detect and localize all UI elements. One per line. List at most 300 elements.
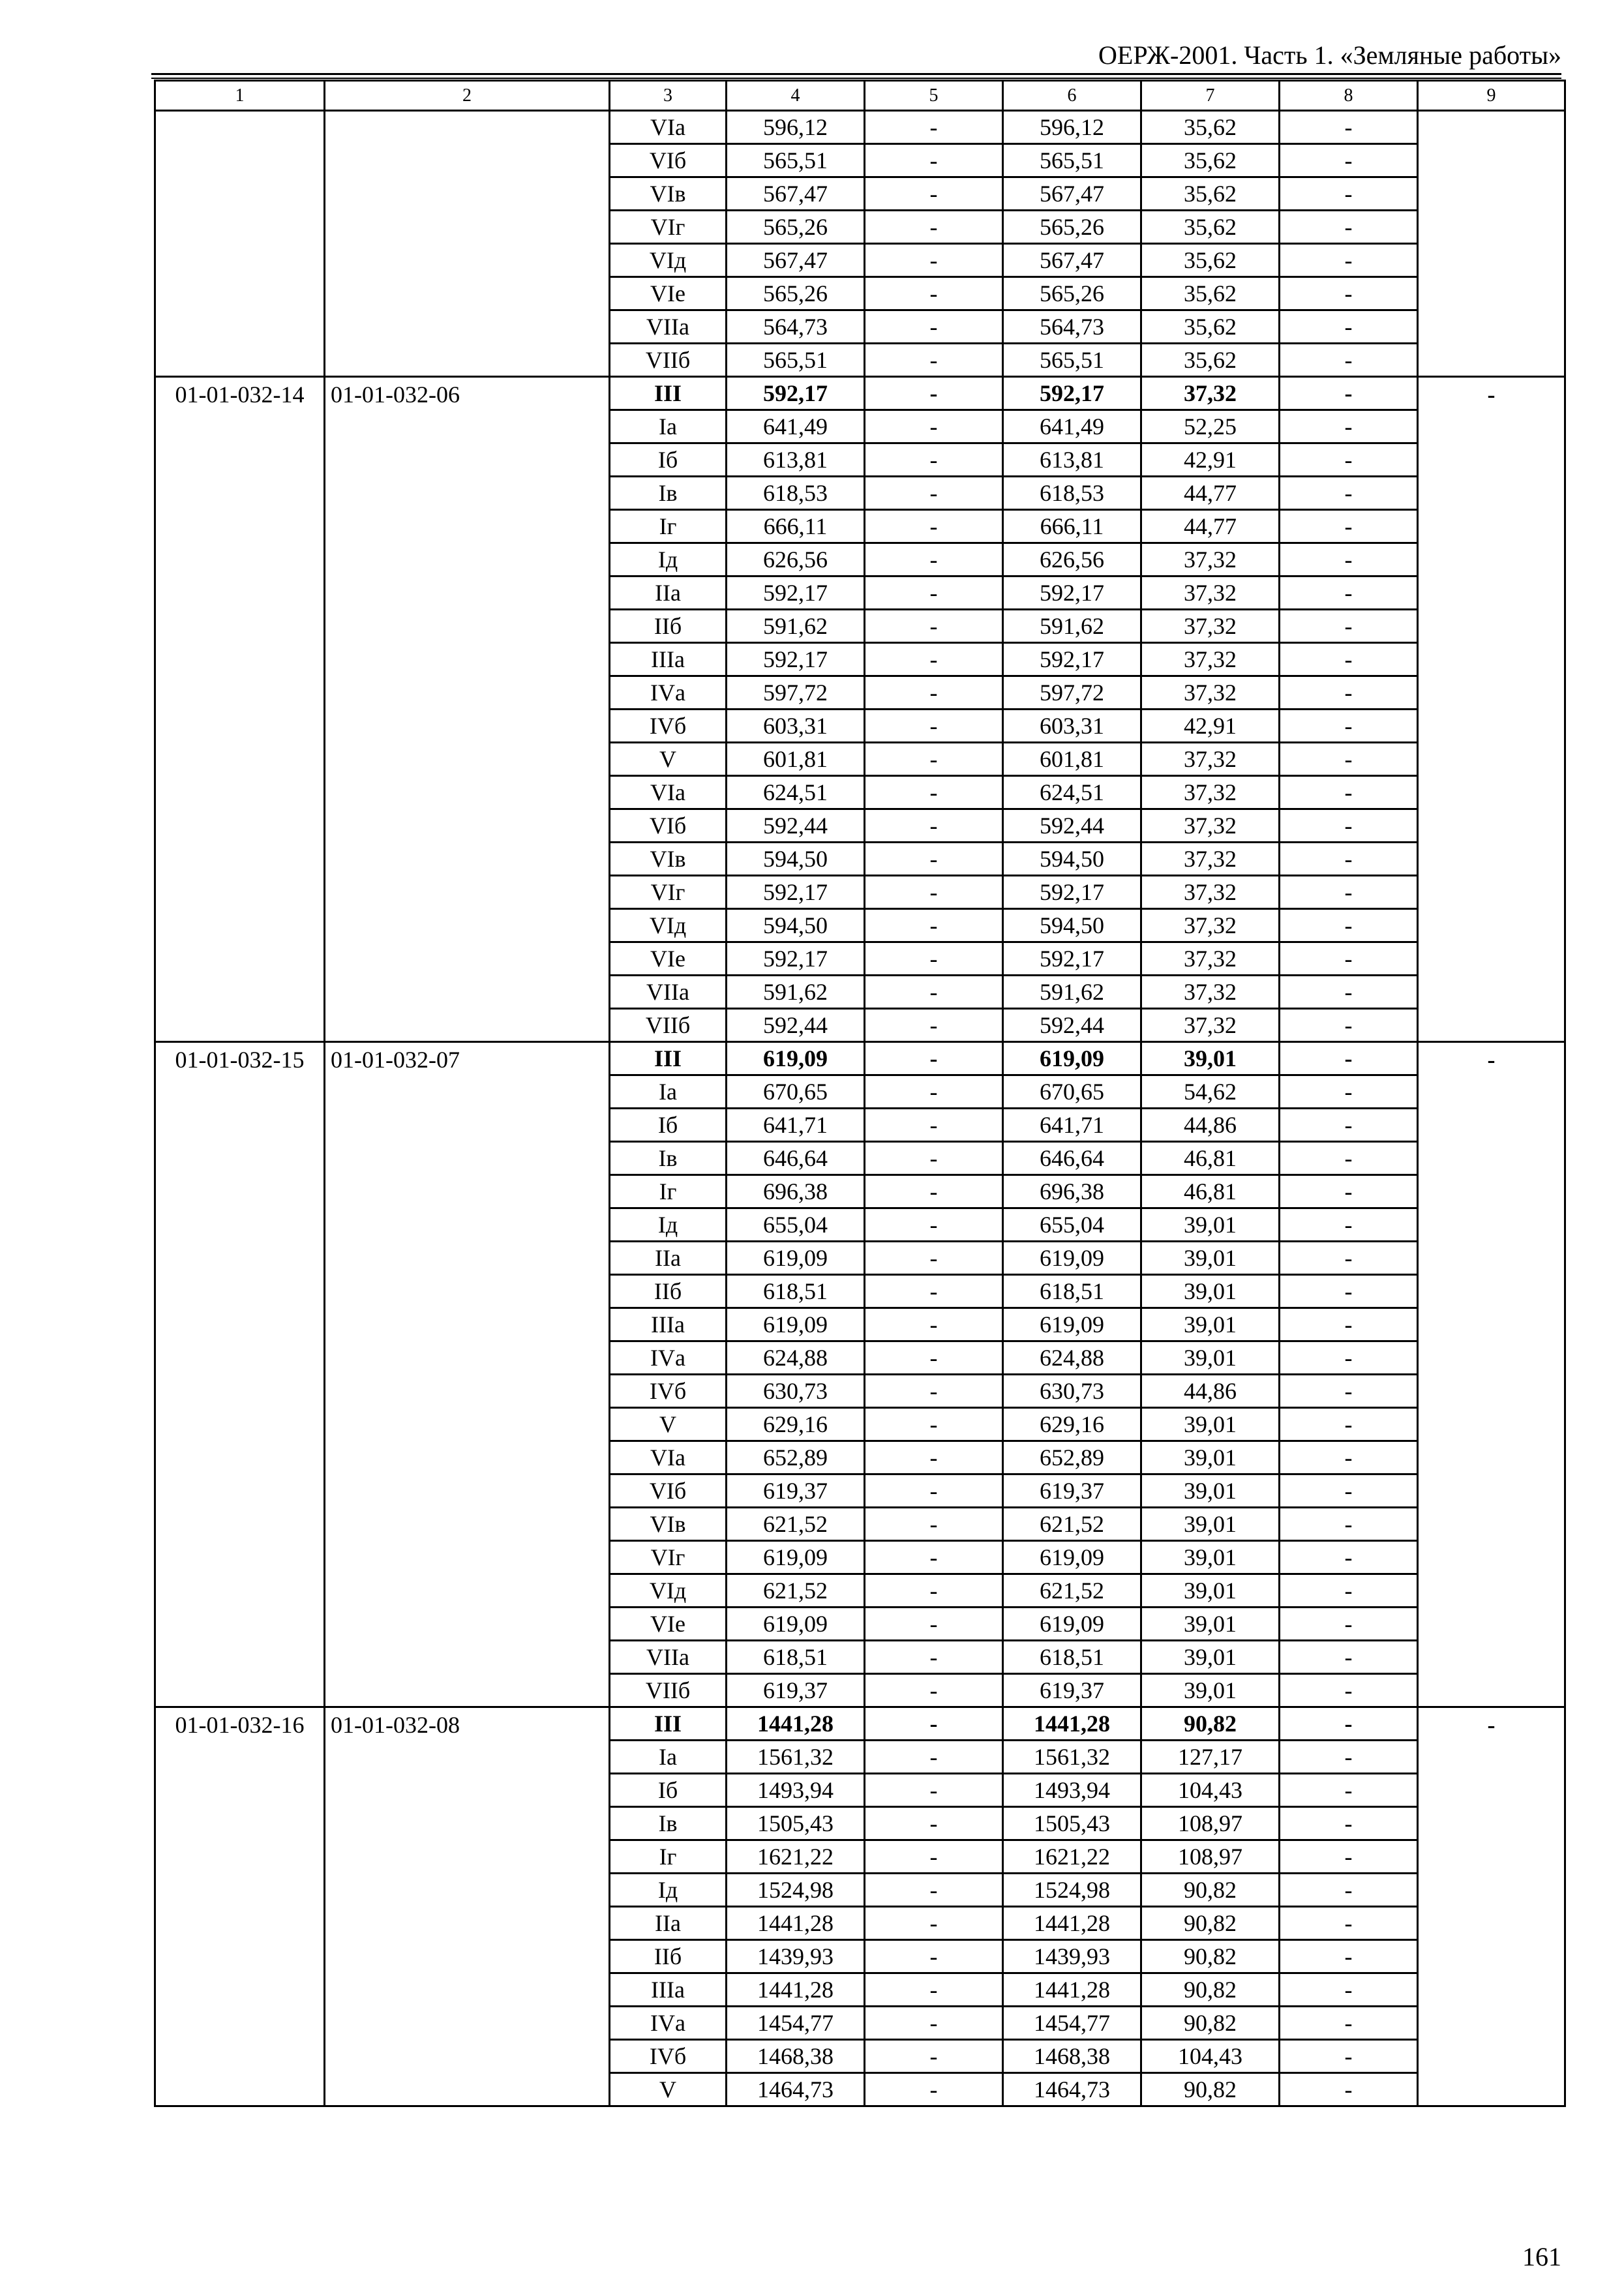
column-number: 2 bbox=[325, 81, 610, 111]
value-col4: 592,44 bbox=[727, 1009, 865, 1042]
value-col6: 592,17 bbox=[1003, 643, 1141, 676]
value-col5: - bbox=[865, 1375, 1003, 1408]
value-col5: - bbox=[865, 1109, 1003, 1142]
value-col7: 37,32 bbox=[1141, 942, 1280, 976]
zone-cell: VIб bbox=[610, 809, 727, 843]
rate-code-cell: 01-01-032-15 bbox=[155, 1042, 325, 1707]
value-col5: - bbox=[865, 144, 1003, 177]
value-col5: - bbox=[865, 1474, 1003, 1508]
column-number: 8 bbox=[1280, 81, 1418, 111]
value-col8: - bbox=[1280, 776, 1418, 809]
value-col5: - bbox=[865, 1075, 1003, 1109]
value-col6: 1524,98 bbox=[1003, 1874, 1141, 1907]
value-col5: - bbox=[865, 1275, 1003, 1308]
value-col6: 564,73 bbox=[1003, 310, 1141, 344]
column9-cell: - bbox=[1418, 377, 1565, 1042]
zone-cell: Iб bbox=[610, 443, 727, 477]
value-col8: - bbox=[1280, 1109, 1418, 1142]
zone-cell: Iа bbox=[610, 1741, 727, 1774]
value-col5: - bbox=[865, 1242, 1003, 1275]
value-col4: 1441,28 bbox=[727, 1707, 865, 1741]
value-col4: 626,56 bbox=[727, 543, 865, 576]
value-col4: 655,04 bbox=[727, 1208, 865, 1242]
value-col8: - bbox=[1280, 1308, 1418, 1341]
value-col7: 37,32 bbox=[1141, 543, 1280, 576]
rate-code-cell: 01-01-032-14 bbox=[155, 377, 325, 1042]
value-col4: 1464,73 bbox=[727, 2073, 865, 2106]
value-col8: - bbox=[1280, 2007, 1418, 2040]
value-col8: - bbox=[1280, 344, 1418, 377]
value-col5: - bbox=[865, 809, 1003, 843]
zone-cell: VIд bbox=[610, 909, 727, 942]
zone-cell: VIIб bbox=[610, 1009, 727, 1042]
value-col7: 42,91 bbox=[1141, 443, 1280, 477]
value-col7: 46,81 bbox=[1141, 1142, 1280, 1175]
zone-cell: Iг bbox=[610, 510, 727, 543]
value-col4: 1505,43 bbox=[727, 1807, 865, 1840]
value-col7: 39,01 bbox=[1141, 1474, 1280, 1508]
zone-cell: VIе bbox=[610, 942, 727, 976]
value-col5: - bbox=[865, 1940, 1003, 1973]
value-col8: - bbox=[1280, 1341, 1418, 1375]
value-col5: - bbox=[865, 1807, 1003, 1840]
value-col4: 1439,93 bbox=[727, 1940, 865, 1973]
value-col4: 646,64 bbox=[727, 1142, 865, 1175]
value-col5: - bbox=[865, 1874, 1003, 1907]
value-col7: 46,81 bbox=[1141, 1175, 1280, 1208]
zone-cell: VIIб bbox=[610, 344, 727, 377]
value-col4: 629,16 bbox=[727, 1408, 865, 1441]
table-row bbox=[155, 111, 1565, 144]
value-col4: 591,62 bbox=[727, 976, 865, 1009]
value-col7: 39,01 bbox=[1141, 1275, 1280, 1308]
value-col6: 596,12 bbox=[1003, 111, 1141, 144]
value-col6: 1441,28 bbox=[1003, 1973, 1141, 2007]
value-col4: 564,73 bbox=[727, 310, 865, 344]
value-col7: 90,82 bbox=[1141, 1707, 1280, 1741]
value-col7: 108,97 bbox=[1141, 1840, 1280, 1874]
value-col8: - bbox=[1280, 510, 1418, 543]
value-col7: 90,82 bbox=[1141, 1874, 1280, 1907]
value-col8: - bbox=[1280, 310, 1418, 344]
value-col8: - bbox=[1280, 1774, 1418, 1807]
value-col7: 39,01 bbox=[1141, 1042, 1280, 1075]
zone-cell: VIд bbox=[610, 1574, 727, 1608]
zone-cell: VIIа bbox=[610, 1641, 727, 1674]
value-col6: 619,09 bbox=[1003, 1608, 1141, 1641]
value-col4: 591,62 bbox=[727, 610, 865, 643]
value-col8: - bbox=[1280, 1807, 1418, 1840]
value-col7: 90,82 bbox=[1141, 2073, 1280, 2106]
zone-cell: IVа bbox=[610, 676, 727, 710]
value-col6: 565,26 bbox=[1003, 277, 1141, 310]
value-col4: 1441,28 bbox=[727, 1907, 865, 1940]
value-col5: - bbox=[865, 1907, 1003, 1940]
value-col7: 90,82 bbox=[1141, 1907, 1280, 1940]
column-number: 4 bbox=[727, 81, 865, 111]
zone-cell: VIа bbox=[610, 776, 727, 809]
zone-cell: III bbox=[610, 1707, 727, 1741]
value-col5: - bbox=[865, 2040, 1003, 2073]
zone-cell: VIг bbox=[610, 876, 727, 909]
value-col4: 619,37 bbox=[727, 1474, 865, 1508]
column-number: 6 bbox=[1003, 81, 1141, 111]
value-col6: 613,81 bbox=[1003, 443, 1141, 477]
value-col6: 646,64 bbox=[1003, 1142, 1141, 1175]
value-col8: - bbox=[1280, 277, 1418, 310]
value-col4: 619,37 bbox=[727, 1674, 865, 1707]
value-col7: 35,62 bbox=[1141, 310, 1280, 344]
value-col4: 596,12 bbox=[727, 111, 865, 144]
value-col4: 601,81 bbox=[727, 743, 865, 776]
value-col8: - bbox=[1280, 942, 1418, 976]
value-col4: 1524,98 bbox=[727, 1874, 865, 1907]
reference-code-cell: 01-01-032-07 bbox=[325, 1042, 610, 1707]
zone-cell: VIг bbox=[610, 211, 727, 244]
value-col4: 592,44 bbox=[727, 809, 865, 843]
value-col7: 37,32 bbox=[1141, 876, 1280, 909]
value-col7: 37,32 bbox=[1141, 643, 1280, 676]
value-col5: - bbox=[865, 177, 1003, 211]
value-col4: 592,17 bbox=[727, 377, 865, 410]
value-col8: - bbox=[1280, 1408, 1418, 1441]
value-col8: - bbox=[1280, 1840, 1418, 1874]
value-col4: 619,09 bbox=[727, 1242, 865, 1275]
value-col5: - bbox=[865, 2007, 1003, 2040]
zone-cell: III bbox=[610, 377, 727, 410]
zone-cell: VIд bbox=[610, 244, 727, 277]
zone-cell: IVб bbox=[610, 1375, 727, 1408]
value-col5: - bbox=[865, 1707, 1003, 1741]
value-col7: 35,62 bbox=[1141, 277, 1280, 310]
value-col5: - bbox=[865, 1674, 1003, 1707]
value-col8: - bbox=[1280, 1674, 1418, 1707]
value-col6: 629,16 bbox=[1003, 1408, 1141, 1441]
value-col4: 1441,28 bbox=[727, 1973, 865, 2007]
value-col7: 39,01 bbox=[1141, 1574, 1280, 1608]
value-col7: 37,32 bbox=[1141, 843, 1280, 876]
value-col8: - bbox=[1280, 876, 1418, 909]
value-col8: - bbox=[1280, 2040, 1418, 2073]
zone-cell: VIг bbox=[610, 1541, 727, 1574]
column-number: 5 bbox=[865, 81, 1003, 111]
value-col5: - bbox=[865, 111, 1003, 144]
value-col5: - bbox=[865, 643, 1003, 676]
value-col5: - bbox=[865, 244, 1003, 277]
zone-cell: VIв bbox=[610, 177, 727, 211]
value-col8: - bbox=[1280, 909, 1418, 942]
value-col5: - bbox=[865, 909, 1003, 942]
value-col8: - bbox=[1280, 477, 1418, 510]
value-col5: - bbox=[865, 942, 1003, 976]
zone-cell: Iд bbox=[610, 1874, 727, 1907]
value-col7: 44,86 bbox=[1141, 1375, 1280, 1408]
value-col4: 1621,22 bbox=[727, 1840, 865, 1874]
value-col6: 1464,73 bbox=[1003, 2073, 1141, 2106]
header-rule bbox=[151, 73, 1561, 75]
zone-cell: IVб bbox=[610, 2040, 727, 2073]
value-col7: 39,01 bbox=[1141, 1208, 1280, 1242]
value-col7: 104,43 bbox=[1141, 2040, 1280, 2073]
value-col4: 1468,38 bbox=[727, 2040, 865, 2073]
value-col7: 37,32 bbox=[1141, 576, 1280, 610]
zone-cell: Iв bbox=[610, 1807, 727, 1840]
zone-cell: VIб bbox=[610, 1474, 727, 1508]
value-col5: - bbox=[865, 876, 1003, 909]
column-number: 7 bbox=[1141, 81, 1280, 111]
value-col8: - bbox=[1280, 1940, 1418, 1973]
value-col8: - bbox=[1280, 643, 1418, 676]
table-row bbox=[155, 1707, 1565, 1741]
value-col6: 592,44 bbox=[1003, 809, 1141, 843]
reference-code-cell: 01-01-032-06 bbox=[325, 377, 610, 1042]
zone-cell: VIа bbox=[610, 111, 727, 144]
value-col6: 565,51 bbox=[1003, 344, 1141, 377]
value-col8: - bbox=[1280, 676, 1418, 710]
table-row bbox=[155, 1042, 1565, 1075]
value-col6: 1454,77 bbox=[1003, 2007, 1141, 2040]
value-col5: - bbox=[865, 344, 1003, 377]
value-col8: - bbox=[1280, 144, 1418, 177]
value-col7: 39,01 bbox=[1141, 1408, 1280, 1441]
value-col4: 594,50 bbox=[727, 843, 865, 876]
value-col8: - bbox=[1280, 377, 1418, 410]
value-col7: 35,62 bbox=[1141, 177, 1280, 211]
value-col4: 567,47 bbox=[727, 177, 865, 211]
value-col6: 565,26 bbox=[1003, 211, 1141, 244]
zone-cell: III bbox=[610, 1042, 727, 1075]
value-col5: - bbox=[865, 477, 1003, 510]
value-col8: - bbox=[1280, 1973, 1418, 2007]
value-col7: 54,62 bbox=[1141, 1075, 1280, 1109]
value-col6: 619,09 bbox=[1003, 1541, 1141, 1574]
rate-code-cell bbox=[155, 111, 325, 377]
value-col4: 696,38 bbox=[727, 1175, 865, 1208]
value-col6: 619,09 bbox=[1003, 1308, 1141, 1341]
value-col5: - bbox=[865, 1308, 1003, 1341]
value-col8: - bbox=[1280, 1142, 1418, 1175]
value-col5: - bbox=[865, 576, 1003, 610]
column9-cell bbox=[1418, 111, 1565, 377]
value-col6: 603,31 bbox=[1003, 710, 1141, 743]
value-col4: 592,17 bbox=[727, 942, 865, 976]
value-col4: 641,49 bbox=[727, 410, 865, 443]
value-col7: 42,91 bbox=[1141, 710, 1280, 743]
zone-cell: IIа bbox=[610, 1242, 727, 1275]
value-col8: - bbox=[1280, 410, 1418, 443]
value-col4: 641,71 bbox=[727, 1109, 865, 1142]
value-col4: 565,51 bbox=[727, 144, 865, 177]
value-col7: 37,32 bbox=[1141, 377, 1280, 410]
column-number: 3 bbox=[610, 81, 727, 111]
value-col6: 666,11 bbox=[1003, 510, 1141, 543]
value-col7: 44,77 bbox=[1141, 477, 1280, 510]
value-col7: 37,32 bbox=[1141, 909, 1280, 942]
value-col5: - bbox=[865, 1741, 1003, 1774]
value-col5: - bbox=[865, 1408, 1003, 1441]
value-col8: - bbox=[1280, 1242, 1418, 1275]
value-col7: 35,62 bbox=[1141, 111, 1280, 144]
value-col6: 1441,28 bbox=[1003, 1707, 1141, 1741]
value-col7: 35,62 bbox=[1141, 244, 1280, 277]
value-col8: - bbox=[1280, 843, 1418, 876]
zone-cell: Iг bbox=[610, 1840, 727, 1874]
value-col4: 618,51 bbox=[727, 1641, 865, 1674]
value-col8: - bbox=[1280, 809, 1418, 843]
value-col5: - bbox=[865, 1508, 1003, 1541]
value-col7: 37,32 bbox=[1141, 776, 1280, 809]
zone-cell: IIIа bbox=[610, 643, 727, 676]
zone-cell: IVа bbox=[610, 2007, 727, 2040]
value-col4: 565,51 bbox=[727, 344, 865, 377]
value-col4: 592,17 bbox=[727, 643, 865, 676]
value-col5: - bbox=[865, 776, 1003, 809]
value-col6: 641,71 bbox=[1003, 1109, 1141, 1142]
value-col5: - bbox=[865, 1042, 1003, 1075]
zone-cell: Iб bbox=[610, 1774, 727, 1807]
value-col5: - bbox=[865, 310, 1003, 344]
value-col8: - bbox=[1280, 576, 1418, 610]
page-number: 161 bbox=[1522, 2242, 1561, 2271]
value-col5: - bbox=[865, 377, 1003, 410]
zone-cell: IIб bbox=[610, 610, 727, 643]
zone-cell: IVб bbox=[610, 710, 727, 743]
value-col4: 619,09 bbox=[727, 1042, 865, 1075]
value-col4: 624,51 bbox=[727, 776, 865, 809]
value-col7: 44,77 bbox=[1141, 510, 1280, 543]
value-col5: - bbox=[865, 743, 1003, 776]
zone-cell: IIб bbox=[610, 1940, 727, 1973]
value-col8: - bbox=[1280, 1508, 1418, 1541]
value-col7: 37,32 bbox=[1141, 809, 1280, 843]
value-col8: - bbox=[1280, 111, 1418, 144]
value-col5: - bbox=[865, 1840, 1003, 1874]
value-col5: - bbox=[865, 1175, 1003, 1208]
value-col7: 39,01 bbox=[1141, 1641, 1280, 1674]
reference-code-cell bbox=[325, 111, 610, 377]
value-col8: - bbox=[1280, 976, 1418, 1009]
zone-cell: V bbox=[610, 2073, 727, 2106]
value-col4: 597,72 bbox=[727, 676, 865, 710]
value-col8: - bbox=[1280, 543, 1418, 576]
value-col7: 108,97 bbox=[1141, 1807, 1280, 1840]
value-col8: - bbox=[1280, 1541, 1418, 1574]
value-col7: 39,01 bbox=[1141, 1508, 1280, 1541]
value-col4: 592,17 bbox=[727, 576, 865, 610]
value-col6: 567,47 bbox=[1003, 244, 1141, 277]
value-col7: 39,01 bbox=[1141, 1441, 1280, 1474]
reference-code-cell: 01-01-032-08 bbox=[325, 1707, 610, 2106]
value-col6: 621,52 bbox=[1003, 1574, 1141, 1608]
zone-cell: VIб bbox=[610, 144, 727, 177]
value-col7: 90,82 bbox=[1141, 2007, 1280, 2040]
value-col4: 630,73 bbox=[727, 1375, 865, 1408]
value-col5: - bbox=[865, 410, 1003, 443]
zone-cell: V bbox=[610, 743, 727, 776]
value-col7: 37,32 bbox=[1141, 1009, 1280, 1042]
value-col4: 621,52 bbox=[727, 1574, 865, 1608]
column-number-row bbox=[155, 81, 1565, 111]
value-col5: - bbox=[865, 1009, 1003, 1042]
value-col5: - bbox=[865, 1574, 1003, 1608]
value-col6: 619,09 bbox=[1003, 1042, 1141, 1075]
value-col6: 1441,28 bbox=[1003, 1907, 1141, 1940]
value-col8: - bbox=[1280, 2073, 1418, 2106]
zone-cell: IIIа bbox=[610, 1973, 727, 2007]
value-col5: - bbox=[865, 676, 1003, 710]
value-col7: 39,01 bbox=[1141, 1308, 1280, 1341]
value-col5: - bbox=[865, 1973, 1003, 2007]
value-col5: - bbox=[865, 2073, 1003, 2106]
value-col6: 591,62 bbox=[1003, 976, 1141, 1009]
value-col6: 618,51 bbox=[1003, 1641, 1141, 1674]
value-col8: - bbox=[1280, 610, 1418, 643]
zone-cell: Iа bbox=[610, 410, 727, 443]
value-col6: 1468,38 bbox=[1003, 2040, 1141, 2073]
value-col5: - bbox=[865, 1774, 1003, 1807]
value-col5: - bbox=[865, 1441, 1003, 1474]
value-col4: 619,09 bbox=[727, 1608, 865, 1641]
value-col4: 670,65 bbox=[727, 1075, 865, 1109]
value-col4: 567,47 bbox=[727, 244, 865, 277]
value-col7: 39,01 bbox=[1141, 1341, 1280, 1375]
value-col5: - bbox=[865, 1341, 1003, 1375]
value-col6: 696,38 bbox=[1003, 1175, 1141, 1208]
value-col6: 1505,43 bbox=[1003, 1807, 1141, 1840]
value-col4: 592,17 bbox=[727, 876, 865, 909]
zone-cell: IIIа bbox=[610, 1308, 727, 1341]
column-number: 9 bbox=[1418, 81, 1565, 111]
zone-cell: Iг bbox=[610, 1175, 727, 1208]
value-col4: 618,53 bbox=[727, 477, 865, 510]
value-col6: 641,49 bbox=[1003, 410, 1141, 443]
value-col6: 1439,93 bbox=[1003, 1940, 1141, 1973]
value-col8: - bbox=[1280, 1042, 1418, 1075]
value-col8: - bbox=[1280, 1874, 1418, 1907]
value-col7: 39,01 bbox=[1141, 1608, 1280, 1641]
zone-cell: IVа bbox=[610, 1341, 727, 1375]
value-col5: - bbox=[865, 1541, 1003, 1574]
value-col8: - bbox=[1280, 443, 1418, 477]
value-col4: 565,26 bbox=[727, 211, 865, 244]
value-col8: - bbox=[1280, 1009, 1418, 1042]
zone-cell: IIа bbox=[610, 576, 727, 610]
value-col6: 655,04 bbox=[1003, 1208, 1141, 1242]
value-col7: 37,32 bbox=[1141, 743, 1280, 776]
value-col6: 618,51 bbox=[1003, 1275, 1141, 1308]
value-col6: 591,62 bbox=[1003, 610, 1141, 643]
value-col4: 613,81 bbox=[727, 443, 865, 477]
zone-cell: Iв bbox=[610, 477, 727, 510]
value-col5: - bbox=[865, 277, 1003, 310]
value-col4: 624,88 bbox=[727, 1341, 865, 1375]
value-col4: 621,52 bbox=[727, 1508, 865, 1541]
zone-cell: Iа bbox=[610, 1075, 727, 1109]
value-col7: 44,86 bbox=[1141, 1109, 1280, 1142]
value-col8: - bbox=[1280, 743, 1418, 776]
value-col5: - bbox=[865, 1142, 1003, 1175]
column9-cell: - bbox=[1418, 1707, 1565, 2106]
value-col4: 594,50 bbox=[727, 909, 865, 942]
rates-table bbox=[154, 80, 1566, 2107]
header-rule-secondary bbox=[151, 78, 1561, 79]
value-col5: - bbox=[865, 976, 1003, 1009]
value-col7: 35,62 bbox=[1141, 211, 1280, 244]
value-col6: 624,88 bbox=[1003, 1341, 1141, 1375]
value-col7: 90,82 bbox=[1141, 1973, 1280, 2007]
zone-cell: Iд bbox=[610, 543, 727, 576]
value-col8: - bbox=[1280, 1075, 1418, 1109]
